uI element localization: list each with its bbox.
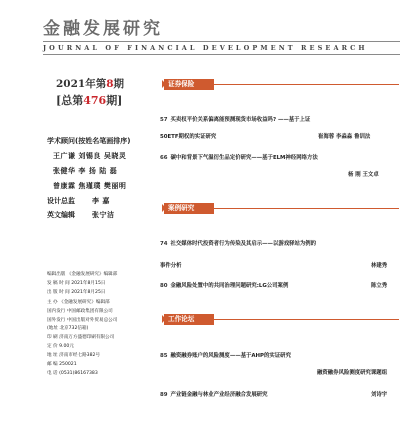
designer-label: 设计总监 [47, 197, 75, 205]
journal-title-cn: 金融发展研究 [43, 19, 163, 39]
toc-page: 80 [160, 283, 168, 289]
toc-item[interactable] [160, 281, 288, 289]
advisors-row-2: 张健华 李 扬 陆 磊 [53, 167, 118, 175]
toc-title: 碳中和背景下气温衍生品定价研究——基于ELM神经网络方法 [170, 155, 318, 161]
toc-title-cont: 50ETF期权的实证研究 [160, 134, 217, 140]
toc-title-cont: 事件分析 [160, 263, 182, 269]
pub-line: 国外发行 中国出版对外贸易总公司 [47, 318, 118, 323]
pub-line: 发 稿 时 间 2021年8月15日 [47, 281, 106, 286]
toc-title: 融资融券账户的风险测度——基于AHP的实证研究 [170, 353, 291, 359]
total-no: 476 [83, 94, 107, 107]
pub-line: 出 版 时 间 2021年8月25日 [47, 290, 106, 295]
pub-line: (地址 北京732信箱) [47, 326, 89, 331]
section-header-securities: 证券保险 [164, 79, 214, 90]
pub-line: 主 办 《金融发展研究》编辑部 [47, 300, 110, 305]
toc-author: 杨 刚 王文卓 [348, 172, 379, 178]
toc-author: 陈立秀 [371, 283, 388, 289]
section-rule [214, 208, 399, 209]
issue-suffix: 期 [113, 78, 125, 90]
advisors-row-3: 曾康霖 焦瑾璞 樊丽明 [53, 182, 127, 190]
toc-title: 社交媒体时代投资者行为传染及其启示——以游戏驿站为例的 [170, 241, 317, 247]
toc-author: 刘诗宇 [371, 392, 388, 398]
toc-author: 融资融券风险测度研究课题组 [317, 370, 388, 376]
toc-title: 买卖权平价关系偏离能预测现货市场收益吗? ——基于上证 [170, 117, 311, 123]
toc-item[interactable] [160, 115, 310, 123]
advisors-row-1: 王广谦 刘锡良 吴晓灵 [53, 152, 127, 160]
toc-author: 林建秀 [371, 263, 388, 269]
toc-item[interactable] [160, 351, 291, 359]
masthead-rule-top [43, 41, 400, 42]
journal-title-en: JOURNAL OF FINANCIAL DEVELOPMENT RESEARCH [43, 44, 368, 52]
pub-line: 定 价 9.00元 [47, 344, 74, 349]
toc-page: 85 [160, 353, 168, 359]
toc-title: 产业链金融与林业产业经济融合发展研究 [170, 392, 268, 398]
designer-name: 李 嘉 [92, 197, 110, 205]
section-header-cases: 案例研究 [164, 203, 214, 214]
total-prefix: [总第 [56, 94, 84, 107]
issue-no: 8 [106, 78, 114, 90]
toc-item[interactable] [160, 239, 316, 247]
toc-page: 57 [160, 117, 168, 123]
toc-author: 崔海蓉 李淼淼 鲁训法 [318, 134, 371, 140]
pub-line: 邮 编 250021 [47, 362, 77, 367]
issue-year-prefix: 2021年第 [56, 78, 107, 90]
toc-page: 74 [160, 241, 168, 247]
toc-item[interactable] [160, 390, 268, 398]
pub-line: 电 话 (0531)86167383 [47, 371, 98, 376]
toc-item[interactable] [160, 153, 318, 161]
toc-title: 金融风险处置中的共同治理问题研究:LG公司案例 [170, 283, 289, 289]
advisors-label: 学术顾问(按姓名笔画排序) [47, 137, 131, 145]
pub-line: 国内发行 中国邮政集团有限公司 [47, 309, 113, 314]
toc-page: 89 [160, 392, 168, 398]
issue-number [56, 76, 124, 91]
toc-page: 66 [160, 155, 168, 161]
english-editor-name: 张宁洁 [92, 211, 115, 219]
total-suffix: 期] [106, 94, 123, 107]
section-rule [214, 319, 399, 320]
masthead-rule-bottom [43, 54, 400, 55]
pub-line: 编辑出版 《金融发展研究》编辑部 [47, 272, 118, 277]
pub-line: 地 址 济南市经七路382号 [47, 353, 101, 358]
issue-total [56, 92, 122, 108]
pub-line: 印 刷 济南万方盛德印刷有限公司 [47, 335, 115, 340]
section-rule [214, 84, 399, 85]
english-editor-label: 英文编辑 [47, 211, 75, 219]
section-header-forum: 工作论坛 [164, 314, 214, 325]
